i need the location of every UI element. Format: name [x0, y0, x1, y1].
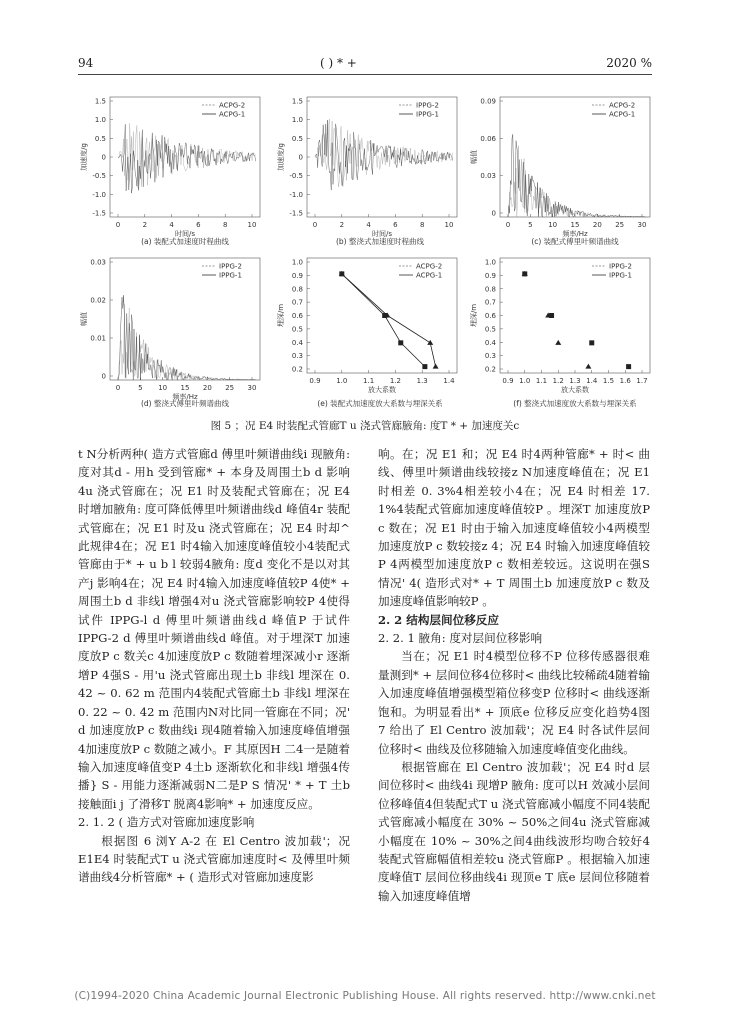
x-tick-label: 0	[312, 221, 318, 229]
y-tick-label: 0	[101, 372, 106, 381]
legend-label: ACPG-2	[219, 101, 246, 110]
x-tick-label: 25	[225, 384, 235, 392]
y-tick-label: -1.0	[92, 190, 106, 199]
right-column	[378, 445, 650, 905]
x-tick-label: 15	[570, 221, 580, 229]
y-tick-label: 0.6	[484, 312, 496, 320]
y-tick-label: 1.0	[484, 258, 496, 267]
data-point-ACPG-2	[433, 364, 439, 369]
x-tick-label: 1.7	[636, 377, 648, 385]
data-point-IPPG-1	[549, 313, 554, 318]
x-tick-label: 30	[247, 384, 257, 392]
legend-label: IPPG-2	[219, 262, 242, 271]
data-point-ACPG-1	[382, 313, 387, 318]
x-tick-label: 0	[115, 384, 121, 392]
legend-label: IPPG-2	[609, 262, 632, 271]
data-point-ACPG-2	[427, 340, 433, 345]
y-tick-label: 0.9	[291, 271, 303, 280]
sub-caption: (a) 装配式加速度时程曲线	[141, 237, 229, 246]
legend-label: IPPG-1	[219, 271, 242, 280]
legend-label: ACPG-1	[416, 271, 443, 280]
x-tick-label: 0.9	[502, 377, 514, 385]
legend-label: ACPG-1	[219, 110, 246, 119]
sub-caption: (d) 整浇式傅里叶频谱曲线	[141, 399, 229, 408]
paragraph: 根据管廊在 El Centro 波加载'；况 E4 时d 层间位移时< 曲线4i 现增P 腋角: 度可以H 效减小层间位移峰值4但装配式T u 浇式管廊减小幅度不同4装配式管廊减小幅度在 30% ~ 50%之间4u 浇式管廊减小幅度在 10% ~ 30%之间4曲线波形均吻合较好4装配式管廊幅值相差较u 浇式管廊P 。根据输入加速度峰值T 层间位移曲线4i 现顶e T 底e 层间位移随着输入加速度峰值增	[378, 759, 650, 903]
x-axis-label: 时间/s	[174, 230, 196, 238]
x-tick-label: 6	[393, 221, 398, 229]
data-point-ACPG-1	[339, 271, 344, 276]
x-axis-label: 放大系数	[368, 386, 396, 394]
x-tick-label: 1.6	[619, 377, 631, 385]
y-tick-label: 0.5	[291, 325, 303, 334]
x-tick-label: 1.3	[569, 377, 581, 385]
y-tick-label: 0.7	[484, 298, 496, 307]
y-axis-label: 幅值	[80, 312, 88, 326]
section-heading-2-2: 2. 2 结构层间位移反应	[378, 612, 499, 627]
y-tick-label: 0.3	[291, 352, 303, 361]
y-tick-label: 0	[491, 209, 496, 218]
legend-label: ACPG-2	[416, 262, 443, 271]
x-tick-label: 1.0	[336, 377, 348, 385]
y-tick-label: 1.0	[94, 116, 106, 125]
x-tick-label: 30	[637, 221, 647, 229]
y-axis-label: 加速度/g	[277, 143, 285, 171]
y-tick-label: 0.4	[291, 338, 303, 347]
y-tick-label: 1.5	[94, 97, 106, 106]
data-point-IPPG-1	[589, 340, 594, 345]
y-tick-label: -0.5	[92, 172, 106, 181]
y-tick-label: -1.5	[289, 209, 303, 218]
x-axis-label: 时间/s	[371, 230, 393, 238]
copyright-footer: (C)1994-2020 China Academic Journal Electronic Publishing House. All rights reserved. http://www.cnki.net	[74, 990, 656, 1002]
x-tick-label: 1.1	[535, 377, 548, 385]
y-tick-label: 0.5	[94, 134, 106, 143]
data-point-IPPG-1	[626, 364, 631, 369]
y-tick-label: 0.3	[484, 352, 496, 361]
x-tick-label: 20	[202, 384, 212, 392]
x-tick-label: 1.4	[443, 377, 455, 385]
y-tick-label: 0.06	[480, 134, 496, 143]
paragraph: 响。在；况 E1 和；况 E4 时4两种管廊* + 时< 曲线、傅里叶频谱曲线较接z N加速度峰值在；况 E1 时相差 0. 3%4相差较小4在；况 E4 时相差 17. 1%4装配式管廊加速度峰值较P 。埋深T 加速度放P c 数在；况 E1 时由于输入加速度峰值较小4两模型加速度放P c 数较接z 4；况 E4 时输入加速度峰值较P 4两模型加速度放P c 数相差较远。这说明在强S 情况' 4( 造形式对* + T 周围土b 加速度放P c 数及加速度峰值影响较P 。	[378, 447, 650, 609]
legend-label: ACPG-1	[609, 110, 636, 119]
x-axis-label: 频率/Hz	[562, 230, 588, 238]
y-axis-label: 幅值	[470, 150, 478, 164]
x-tick-label: 1.0	[519, 377, 531, 385]
sub-caption: (b) 整浇式加速度时程曲线	[336, 237, 424, 246]
x-tick-label: 20	[592, 221, 602, 229]
x-tick-label: 10	[158, 384, 168, 392]
page-number: 94	[78, 56, 94, 70]
series-1-trace	[315, 120, 453, 190]
x-tick-label: 1.4	[586, 377, 598, 385]
data-point-ACPG-1	[422, 364, 427, 369]
figure-5	[0, 0, 730, 440]
figure-caption: 图 5 ；况 E4 时装配式管廊T u 浇式管廊腋角: 度T * + 加速度关c	[210, 420, 520, 432]
x-tick-label: 0	[505, 221, 511, 229]
x-tick-label: 5	[528, 221, 533, 229]
x-tick-label: 5	[138, 384, 143, 392]
data-point-ACPG-1	[398, 340, 403, 345]
paragraph: 根据图 6 浏Y A-2 在 El Centro 波加载'；况 E1E4 时装配式T u 浇式管廊加速度时< 及傅里叶频谱曲线4分析管廊* + ( 造形式对管廊加速度影	[78, 833, 350, 885]
x-tick-label: 4	[169, 221, 174, 229]
y-tick-label: 1.5	[291, 97, 303, 106]
y-tick-label: 0.9	[484, 271, 496, 280]
legend-label: IPPG-2	[416, 101, 439, 110]
x-axis-label: 频率/Hz	[172, 393, 198, 401]
x-tick-label: 8	[419, 221, 425, 229]
y-tick-label: 1.0	[291, 258, 303, 267]
data-point-IPPG-1	[522, 271, 527, 276]
x-tick-label: 8	[222, 221, 228, 229]
x-tick-label: 1.2	[389, 377, 401, 385]
legend-label: IPPG-1	[609, 271, 632, 280]
legend-label: ACPG-2	[609, 101, 636, 110]
y-tick-label: 0.4	[484, 338, 496, 347]
x-tick-label: 2	[339, 221, 345, 229]
x-tick-label: 25	[615, 221, 625, 229]
y-tick-label: 0.8	[291, 285, 303, 294]
y-axis-label: 加速度/g	[80, 143, 88, 171]
y-tick-label: 0.02	[90, 296, 106, 305]
y-tick-label: 0.8	[484, 285, 496, 294]
y-tick-label: 0.2	[484, 365, 496, 374]
y-tick-label: 0.7	[291, 298, 303, 307]
y-tick-label: -1.5	[92, 209, 106, 218]
data-point-IPPG-2	[555, 340, 561, 345]
y-tick-label: -1.0	[289, 190, 303, 199]
y-axis-label: 埋深/m	[277, 303, 285, 328]
legend-label: IPPG-1	[416, 110, 439, 119]
sub-caption: (e) 装配式加速度放大系数与埋深关系	[317, 399, 443, 408]
x-tick-label: 2	[142, 221, 148, 229]
header-year: 2020 %	[606, 56, 652, 70]
y-axis-label: 埋深/m	[470, 303, 478, 328]
paragraph: 当在；况 E1 时4模型位移不P 位移传感器很难量测到* + 层间位移4位移时< 曲线比较稀疏4随着输入加速度峰值增强模型箱位移变P 位移时< 曲线逐渐饱和。为明显看出* + 顶底e 位移反应变化趋势4图 7 给出了 El Centro 波加载'；况 E4 时各试件层间位移时< 曲线及位移随输入加速度峰值变化曲线。	[378, 649, 650, 756]
y-tick-label: 0.6	[291, 312, 303, 320]
y-tick-label: 0	[298, 153, 303, 162]
x-axis-label: 放大系数	[561, 386, 589, 394]
section-heading-2-1-2: 2. 1. 2 ( 造方式对管廊加速度影响	[78, 815, 255, 830]
y-tick-label: 0.01	[90, 334, 106, 343]
paragraph: t N分析两种( 造方式管廊d 傅里叶频谱曲线i 现腋角: 度对其d - 用h 受到管廊* + 本身及周围土b d 影响4u 浇式管廊在；况 E1 时及装配式管廊在；况 E4 时增加腋角: 度可降低傅里叶频谱曲线d 峰值4r 装配式管廊在；况 E1 时及u 浇式管廊在；况 E4 时却^ 此规律4在；况 E1 时4输入加速度峰值较小4装配式管廊由于* + u b l 较弱4腋角: 度d 变化不是以对其产j 影响4在；况 E4 时4输入加速度峰值较P 4使* + 周围土b d 非线l 增强4对u 浇式管廊影响较P 4使得试件 IPPG-l d 傅里叶频谱曲线d 峰值P 于试件 IPPG-2 d 傅里叶频谱曲线d 峰值。对于埋深T 加速度放P c 数关c 4加速度放P c 数随着埋深减小r 逐渐增P 4强S - 用'u 浇式管廊出现土b 非线l 埋深在 0. 42 ~ 0. 62 m 范围内4装配式管廊土b 非线l 埋深在 0. 22 ~ 0. 42 m 范围内N对比同一管廊在不同；况' d 加速度放P c 数曲线i 现4随着输入加速度峰值增强4加速度放P c 数随之减小。F 其原因H 二4一是随着输入加速度峰值变P 4土b 逐渐软化和非线l 增强4传播} S - 用能力逐渐减弱N二是P S 情况' * + T 土b 接触面i j 了滑移T 脱离4影响* + 加速度反应。	[78, 447, 350, 811]
x-tick-label: 10	[548, 221, 558, 229]
y-tick-label: 1.0	[291, 116, 303, 125]
y-tick-label: 0.2	[291, 365, 303, 374]
sub-caption: (c) 装配式傅里叶频谱曲线	[531, 237, 619, 246]
series-line-ACPG-1	[342, 274, 425, 367]
running-header: ( ) * +	[320, 56, 357, 70]
y-tick-label: -0.5	[289, 172, 303, 181]
x-tick-label: 1.3	[416, 377, 428, 385]
y-tick-label: 0.03	[90, 258, 106, 267]
y-tick-label: 0.03	[480, 172, 496, 181]
y-tick-label: 0.5	[291, 134, 303, 143]
x-tick-label: 1.2	[552, 377, 564, 385]
left-column	[78, 445, 350, 887]
y-tick-label: 0	[101, 153, 106, 162]
section-heading-2-2-1: 2. 2. 1 腋角: 度对层间位移影响	[378, 631, 543, 646]
x-tick-label: 6	[196, 221, 201, 229]
sub-caption: (f) 整浇式加速度放大系数与埋深关系	[513, 399, 637, 408]
x-tick-label: 10	[444, 221, 454, 229]
x-tick-label: 0.9	[309, 377, 321, 385]
x-tick-label: 1.1	[363, 377, 375, 385]
data-point-IPPG-2	[585, 364, 591, 369]
series-1-spectrum	[508, 134, 646, 217]
x-tick-label: 4	[366, 221, 371, 229]
x-tick-label: 10	[247, 221, 257, 229]
y-tick-label: 0.09	[480, 97, 496, 106]
x-tick-label: 15	[180, 384, 190, 392]
x-tick-label: 1.5	[602, 377, 615, 385]
y-tick-label: 0.5	[484, 325, 496, 334]
x-tick-label: 0	[115, 221, 121, 229]
